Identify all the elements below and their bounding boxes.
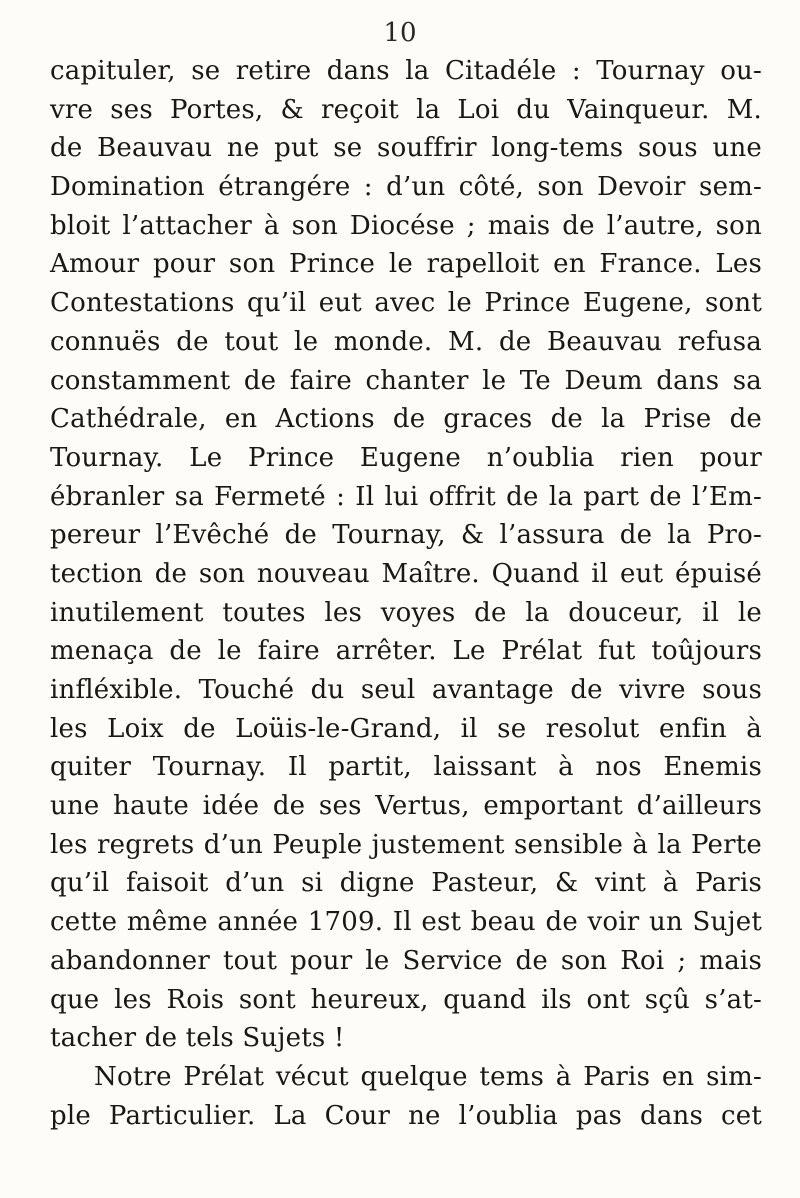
- text-line: menaça de le faire arrêter. Le Prélat fut toûjours: [50, 636, 762, 667]
- text-line: bloit l’attacher à son Diocése ; mais de l’autre, son: [50, 210, 762, 241]
- text-line: Notre Prélat vécut quelque tems à Paris en sim-: [94, 1061, 762, 1092]
- text-line: ple Particulier. La Cour ne l’oublia pas dans cet: [50, 1100, 762, 1131]
- text-line: que les Rois sont heureux, quand ils ont sçû s’at-: [50, 984, 762, 1015]
- text-line: tacher de tels Sujets !: [50, 1023, 345, 1054]
- text-line: Domination étrangére : d’un côté, son Devoir sem-: [50, 172, 762, 203]
- text-line: cette même année 1709. Il est beau de voir un Sujet: [50, 907, 762, 938]
- text-line: inutilement toutes les voyes de la douceur, il le: [50, 597, 762, 628]
- text-line: tection de son nouveau Maître. Quand il eut épuisé: [50, 558, 762, 589]
- text-line: capituler, se retire dans la Citadéle : Tournay ou-: [50, 56, 762, 86]
- text-line: infléxible. Touché du seul avantage de vivre sous: [50, 675, 762, 705]
- text-line: constamment de faire chanter le Te Deum dans sa: [50, 365, 762, 396]
- body-text: [50, 52, 762, 1135]
- text-line: quiter Tournay. Il partit, laissant à nos Enemis: [50, 752, 762, 783]
- text-line: abandonner tout pour le Service de son Roi ; mais: [50, 945, 762, 976]
- text-line: connuës de tout le monde. M. de Beauvau refusa: [50, 326, 762, 357]
- text-line: Contestations qu’il eut avec le Prince Eugene, sont: [50, 288, 762, 319]
- text-line: ébranler sa Fermeté : Il lui offrit de la part de l’Em-: [50, 481, 762, 512]
- page-number: 10: [383, 18, 417, 48]
- text-line: Amour pour son Prince le rapelloit en France. Les: [50, 249, 762, 280]
- text-line: vre ses Portes, & reçoit la Loi du Vainqueur. M.: [50, 94, 762, 125]
- text-line: les Loix de Loüis-le-Grand, il se resolut enfin à: [50, 713, 762, 744]
- text-line: une haute idée de ses Vertus, emportant d’ailleurs: [50, 791, 762, 822]
- text-line: Cathédrale, en Actions de graces de la Prise de: [50, 404, 762, 435]
- text-line: Tournay. Le Prince Eugene n’oublia rien pour: [50, 442, 762, 473]
- text-line: pereur l’Evêché de Tournay, & l’assura de la Pro-: [50, 520, 762, 551]
- text-line: de Beauvau ne put se souffrir long-tems sous une: [50, 133, 762, 164]
- text-line: qu’il faisoit d’un si digne Pasteur, & vint à Paris: [50, 868, 762, 899]
- text-line: les regrets d’un Peuple justement sensible à la Perte: [50, 829, 762, 860]
